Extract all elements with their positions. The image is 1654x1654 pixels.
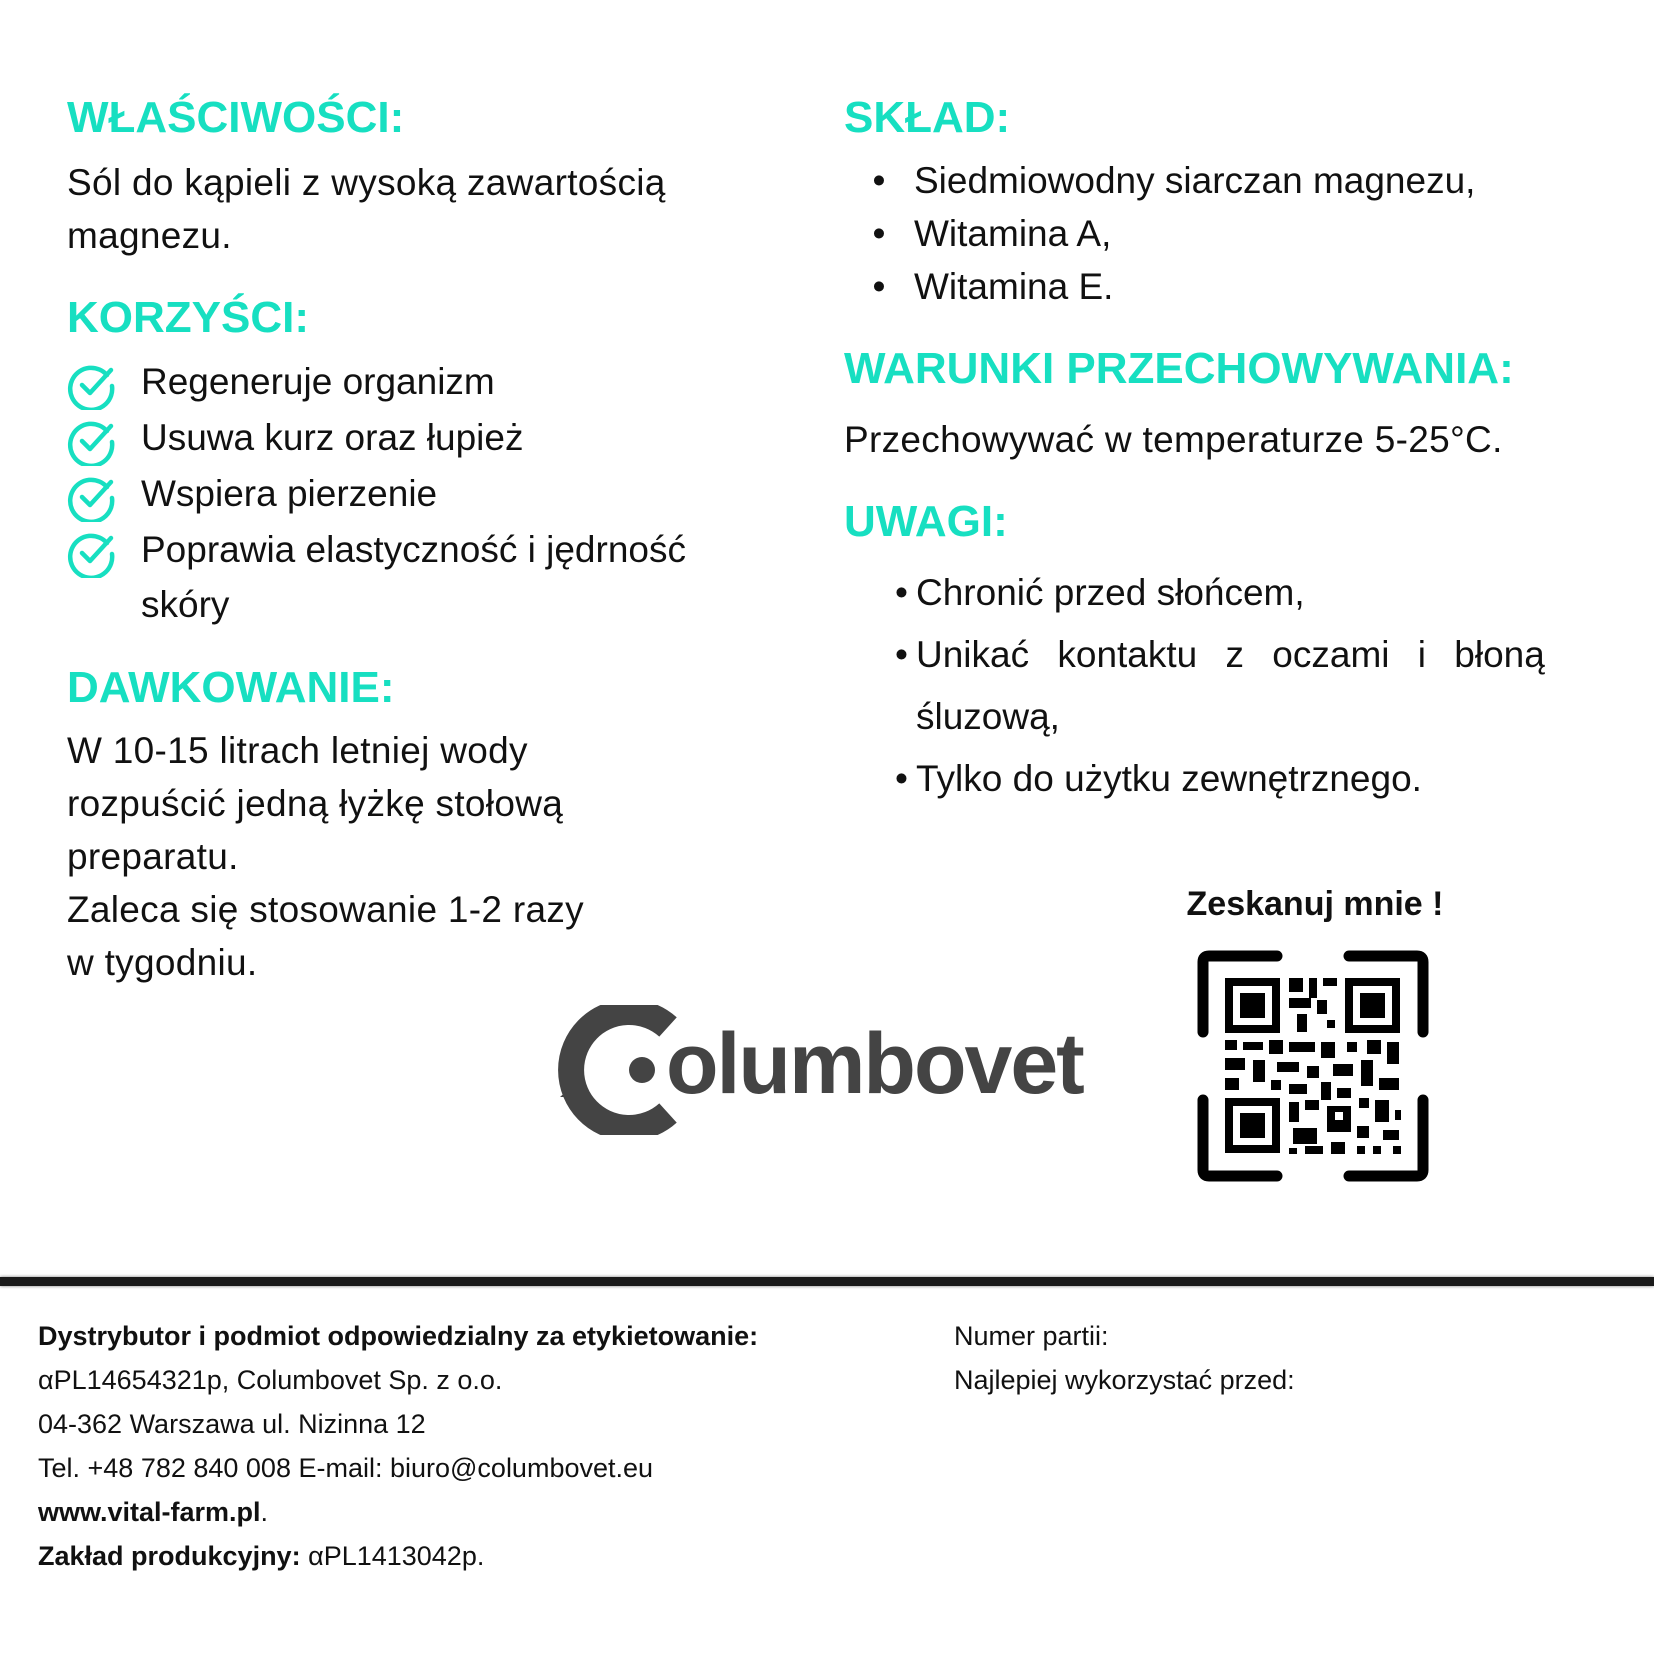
benefit-item [67, 410, 807, 466]
plant-value: αPL1413042p. [300, 1541, 485, 1571]
composition-item: • Witamina A, [844, 207, 1614, 260]
dosage-line: rozpuścić jedną łyżkę stołową [67, 783, 564, 824]
dosage-heading: DAWKOWANIE: [67, 663, 395, 712]
benefit-label: skóry [141, 584, 230, 625]
plant-label: Zakład produkcyjny: [38, 1541, 301, 1571]
benefit-item [67, 466, 807, 522]
right-column [844, 92, 1614, 810]
bullet-icon: • [872, 160, 886, 201]
qr-section [1160, 885, 1470, 924]
benefit-label: Regeneruje organizm [141, 361, 495, 402]
dosage-text [67, 724, 807, 989]
footer-batch [954, 1314, 1554, 1402]
benefit-item [67, 522, 807, 632]
benefit-label: Poprawia elastyczność i jędrność [141, 529, 686, 570]
composition-item: • Witamina E. [844, 260, 1614, 313]
notes-list [844, 562, 1614, 810]
qr-code-icon [1197, 950, 1429, 1182]
properties-line: magnezu. [67, 215, 232, 256]
check-circle-icon [67, 472, 117, 522]
benefit-item [67, 354, 807, 410]
website-link[interactable]: www.vital-farm.pl [38, 1497, 261, 1527]
properties-heading: WŁAŚCIWOŚCI: [67, 93, 405, 142]
distributor-line: αPL14654321p, Columbovet Sp. z o.o. [38, 1365, 503, 1395]
address-line: 04-362 Warszawa ul. Nizinna 12 [38, 1409, 426, 1439]
dosage-line: w tygodniu. [67, 942, 258, 983]
qr-code[interactable] [1197, 950, 1429, 1182]
benefit-label: Wspiera pierzenie [141, 473, 438, 514]
best-before-label: Najlepiej wykorzystać przed: [954, 1365, 1295, 1395]
check-circle-icon [67, 528, 117, 578]
storage-text: Przechowywać w temperaturze 5-25°C. [844, 419, 1503, 460]
logo-text: olumbovet [666, 1016, 1083, 1112]
storage-heading: WARUNKI PRZECHOWYWANIA: [844, 344, 1514, 393]
properties-line: Sól do kąpieli z wysoką zawartością [67, 162, 666, 203]
check-circle-icon [67, 360, 117, 410]
dosage-line: W 10-15 litrach letniej wody [67, 730, 528, 771]
distributor-label: Dystrybutor i podmiot odpowiedzialny za etykietowanie: [38, 1321, 759, 1351]
note-item: • Chronić przed słońcem, [844, 562, 1614, 624]
dosage-line: preparatu. [67, 836, 239, 877]
composition-heading: SKŁAD: [844, 93, 1011, 142]
notes-heading: UWAGI: [844, 497, 1008, 546]
contact-line: Tel. +48 782 840 008 E-mail: biuro@columbovet.eu [38, 1453, 654, 1483]
batch-label: Numer partii: [954, 1321, 1109, 1351]
benefits-heading: KORZYŚCI: [67, 293, 309, 342]
columbovet-logo [556, 1005, 1096, 1135]
benefit-label: Usuwa kurz oraz łupież [141, 417, 524, 458]
footer-distributor: Dystrybutor i podmiot odpowiedzialny za etykietowanie: αPL14654321p, Columbovet Sp. z o.o. 04-362 Warszawa ul. Nizinna 12 Tel. +48 782 840 008 E-mail: biuro@columbovet.eu www.vital-farm.pl. Zakład produkcyjny: αPL1413042p. [38, 1314, 918, 1578]
dosage-line: Zaleca się stosowanie 1-2 razy [67, 889, 584, 930]
check-circle-icon [67, 416, 117, 466]
left-column [67, 92, 807, 989]
benefits-list [67, 354, 807, 632]
note-item: • Tylko do użytku zewnętrznego. [844, 748, 1614, 810]
footer-divider [0, 1277, 1654, 1286]
bullet-icon: • [895, 634, 908, 675]
note-item: • Unikać kontaktu z oczami i błoną śluzową, [844, 624, 1614, 748]
composition-item: • Siedmiowodny siarczan magnezu, [844, 154, 1614, 207]
bullet-icon: • [872, 213, 886, 254]
composition-list [844, 154, 1614, 313]
bullet-icon: • [895, 758, 908, 799]
bullet-icon: • [895, 572, 908, 613]
qr-label: Zeskanuj mnie ! [1186, 885, 1444, 923]
properties-text [67, 156, 807, 262]
bullet-icon: • [872, 266, 886, 307]
